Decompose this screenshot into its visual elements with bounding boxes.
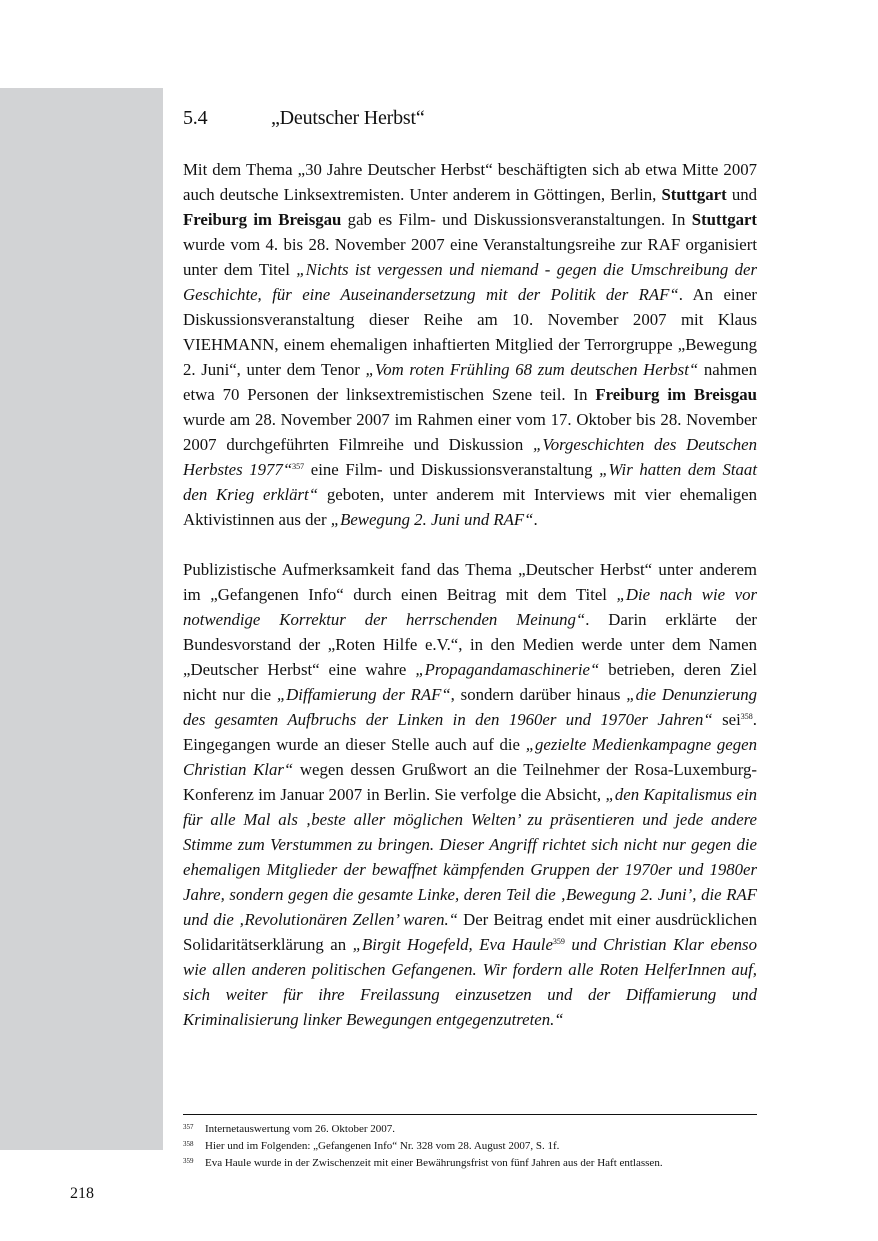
text-run: . Darin erklärte der Bundesvorstand der „Roten Hilfe e.V.“, in den Medien werde unter dem Namen „Deutscher Herbst“ eine wahre: [183, 610, 757, 679]
footnote: [183, 1155, 783, 1172]
text-run: nahmen etwa 70 Personen der linksextremistischen Szene teil. In: [183, 360, 757, 404]
section-heading: [183, 104, 425, 132]
footnote-text: Eva Haule wurde in der Zwischenzeit mit einer Bewährungsfrist von fünf Jahren aus der Haft entlassen.: [205, 1157, 663, 1169]
page-number: 218: [70, 1185, 94, 1202]
place-name-stuttgart: Stuttgart: [661, 185, 727, 204]
footnote-ref[interactable]: 359: [552, 937, 565, 946]
footnote-number: 358: [183, 1140, 194, 1148]
quote-groups: „Bewegung 2. Juni und RAF“: [330, 510, 534, 529]
place-name-stuttgart: Stuttgart: [691, 210, 758, 229]
quote-film-series: „Vorgeschichten des Deutschen Herbstes 1977“: [183, 435, 757, 479]
footnote-number: 359: [183, 1157, 194, 1165]
footnote: [183, 1121, 783, 1138]
text-run: gab es Film- und Diskussionsveranstaltungen. In: [341, 210, 692, 229]
quote-solidarity-cont: und Christian Klar ebenso wie allen anderen politischen Gefangenen. Wir fordern alle Roten HelferInnen auf, sich weiter für ihre Freilassung einzusetzen und der Diffamierung und Kriminalisierung linker Bewegungen entgegenzutreten.“: [183, 935, 757, 1029]
text-run: Mit dem Thema „30 Jahre Deutscher Herbst“ beschäftigten sich ab etwa Mitte 2007 auch deutsche Linksextremisten. Unter anderem in Göttingen, Berlin,: [183, 160, 757, 204]
quote-campaign: „gezielte Medienkampagne gegen Christian Klar“: [183, 735, 757, 779]
quote-article-title: „Die nach wie vor notwendige Korrektur der herrschenden Meinung“: [183, 585, 757, 629]
paragraph-2: [183, 557, 757, 1032]
footnote-number: 357: [183, 1123, 194, 1131]
text-run: sei: [712, 710, 741, 729]
quote-propaganda: „Propagandamaschinerie“: [415, 660, 600, 679]
text-run: .: [533, 510, 538, 529]
footnote-divider: [183, 1114, 757, 1115]
text-run: , sondern darüber hinaus: [450, 685, 627, 704]
paragraph-1: [183, 157, 757, 532]
text-run: wurde am 28. November 2007 im Rahmen einer vom 17. Oktober bis 28. November 2007 durchgeführten Filmreihe und Diskussion: [183, 410, 757, 454]
footnote-ref[interactable]: 358: [740, 712, 753, 721]
footnotes: [183, 1121, 783, 1172]
margin-bar: [0, 88, 163, 1150]
text-run: . Eingegangen wurde an dieser Stelle auch auf die: [183, 710, 757, 754]
quote-event: „Wir hatten dem Staat den Krieg erklärt“: [183, 460, 757, 504]
quote-tenor: „Vom roten Frühling 68 zum deutschen Herbst“: [365, 360, 699, 379]
place-name-freiburg: Freiburg im Breisgau: [595, 385, 757, 404]
body-text: [183, 157, 757, 1032]
place-name-freiburg: Freiburg im Breisgau: [183, 210, 342, 229]
footnote-text: Hier und im Folgenden: „Gefangenen Info“ Nr. 328 vom 28. August 2007, S. 1f.: [205, 1140, 560, 1152]
text-run: betrieben, deren Ziel nicht nur die: [183, 660, 757, 704]
section-number: 5.4: [183, 107, 208, 129]
footnote-ref[interactable]: 357: [292, 462, 305, 471]
footnote: [183, 1138, 783, 1155]
text-run: und: [726, 185, 758, 204]
quote-capitalism: „den Kapitalismus ein für alle Mal als ‚beste aller möglichen Welten’ zu präsentieren und jede andere Stimme zum Verstummen zu bringen. Dieser Angriff richtet sich nicht nur gegen die ehemaligen Mitglieder der bewaffnet kämpfenden Gruppen der 1970er und 1980er Jahre, sondern gegen die gesamte Linke, deren Teil die ‚Bewegung 2. Juni’, die RAF und die ‚Revolutionären Zellen’ waren.“: [183, 785, 758, 929]
section-title: „Deutscher Herbst“: [271, 107, 425, 129]
text-run: Der Beitrag endet mit einer ausdrücklichen Solidaritätserklärung an: [183, 910, 757, 954]
quote-denunciation: „die Denunzierung des gesamten Aufbruchs der Linken in den 1960er und 1970er Jahren“: [183, 685, 758, 729]
text-run: geboten, unter anderem mit Interviews mit vier ehemaligen Aktivistinnen aus der: [183, 485, 757, 529]
text-run: Publizistische Aufmerksamkeit fand das Thema „Deutscher Herbst“ unter anderem im „Gefangenen Info“ durch einen Beitrag mit dem Titel: [183, 560, 757, 604]
quote-solidarity: „Birgit Hogefeld, Eva Haule: [352, 935, 553, 954]
text-run: eine Film- und Diskussionsveranstaltung: [304, 460, 600, 479]
text-run: wurde vom 4. bis 28. November 2007 eine Veranstaltungsreihe zur RAF organisiert unter dem Titel: [183, 235, 757, 279]
quote-defamation: „Diffamierung der RAF“: [276, 685, 451, 704]
footnote-text: Internetauswertung vom 26. Oktober 2007.: [205, 1123, 396, 1135]
quote-title: „Nichts ist vergessen und niemand - gegen die Umschreibung der Geschichte, für eine Auseinandersetzung mit der Politik der RAF“: [183, 260, 757, 304]
text-run: wegen dessen Grußwort an die Teilnehmer der Rosa-Luxemburg-Konferenz im Januar 2007 in Berlin. Sie verfolge die Absicht,: [183, 760, 758, 804]
text-run: . An einer Diskussionsveranstaltung dieser Reihe am 10. November 2007 mit Klaus VIEHMANN, einem ehemaligen inhaftierten Mitglied der Terrorgruppe „Bewegung 2. Juni“, unter dem Tenor: [183, 285, 757, 379]
